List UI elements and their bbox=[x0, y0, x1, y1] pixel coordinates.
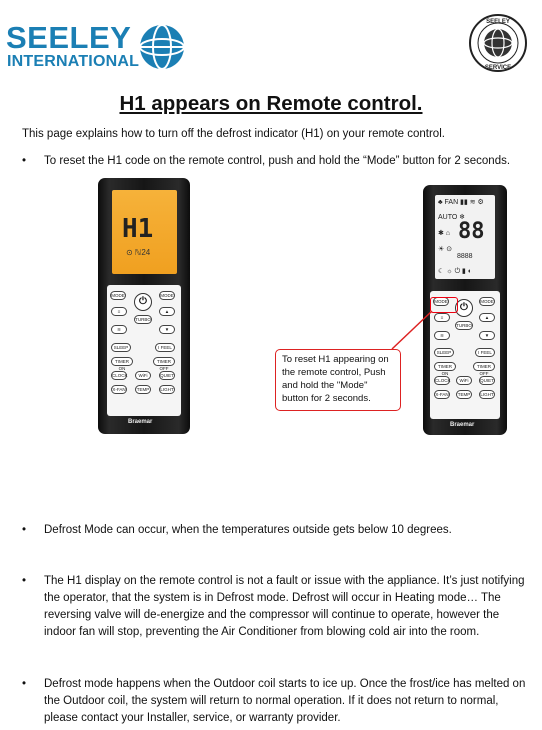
turbo-button[interactable]: TURBO bbox=[456, 323, 472, 328]
light-button[interactable]: LIGHT bbox=[480, 392, 494, 397]
display-segments: 88 bbox=[458, 219, 485, 244]
display-mode-icons: AUTO ❄ bbox=[438, 214, 466, 221]
display-bottom-icons: ☾ ☼ ⏻ ▮ ◐ bbox=[438, 268, 473, 275]
ifeel-button[interactable]: I FEEL bbox=[155, 343, 175, 352]
fan-button[interactable]: ≡ bbox=[111, 307, 127, 316]
light-button[interactable]: LIGHT bbox=[160, 387, 174, 392]
logo-brand-text: SEELEY bbox=[6, 20, 132, 55]
bullet-dot: • bbox=[22, 155, 27, 167]
callout-box: To reset H1 appearing on the remote control, Push and hold the "Mode" button for 2 seconds. bbox=[275, 349, 401, 411]
quiet-button[interactable]: QUIET bbox=[160, 373, 174, 378]
bullet-dot: • bbox=[22, 575, 27, 587]
bullet-dot: • bbox=[22, 524, 27, 536]
display-time: 8888 bbox=[457, 253, 473, 260]
svg-text:SERVICE: SERVICE bbox=[484, 65, 512, 71]
display-code: H1 bbox=[122, 214, 154, 244]
display-top-icons: ♣ FAN ▮▮ ≋ ⚙ bbox=[438, 199, 484, 206]
fan-button[interactable]: ≡ bbox=[434, 313, 450, 322]
power-button[interactable]: ⏻ bbox=[455, 299, 473, 317]
bullet-text: To reset the H1 code on the remote control, push and hold the “Mode” button for 2 seconds. bbox=[44, 155, 511, 167]
clock-button[interactable]: CLOCK bbox=[435, 378, 451, 383]
mode-button-2[interactable]: MODE bbox=[160, 293, 174, 298]
temp-button[interactable]: TEMP bbox=[136, 387, 150, 392]
up-arrow-button[interactable]: ▲ bbox=[479, 313, 495, 322]
display-mode-icons-2: ✱ ⌂ bbox=[438, 230, 451, 237]
bullet-text: Defrost mode happens when the Outdoor coil starts to ice up. Once the frost/ice has melted on the Outdoor coil, the system will return to normal operation. If it does not return to normal, please contact your Installer, service, or warranty provider. bbox=[44, 678, 526, 724]
down-arrow-button[interactable]: ▼ bbox=[479, 331, 495, 340]
logo-sub-text: INTERNATIONAL bbox=[7, 53, 140, 70]
mode-button[interactable]: MODE bbox=[434, 299, 448, 304]
sleep-button[interactable]: SLEEP bbox=[111, 343, 131, 352]
mode-button-2[interactable]: MODE bbox=[480, 299, 494, 304]
timer-on-button[interactable]: TIMER ON bbox=[111, 357, 133, 366]
power-button[interactable]: ⏻ bbox=[134, 293, 152, 311]
down-arrow-button[interactable]: ▼ bbox=[159, 325, 175, 334]
ifeel-button[interactable]: I FEEL bbox=[475, 348, 495, 357]
bullet-text: Defrost Mode can occur, when the temperatures outside gets below 10 degrees. bbox=[44, 524, 452, 536]
turbo-button[interactable]: TURBO bbox=[135, 317, 151, 322]
up-arrow-button[interactable]: ▲ bbox=[159, 307, 175, 316]
swing-button[interactable]: ≋ bbox=[434, 331, 450, 340]
remote-brand-label: Braemar bbox=[128, 419, 153, 425]
clock-button[interactable]: CLOCK bbox=[112, 373, 128, 378]
xfan-button[interactable]: X-FAN bbox=[112, 387, 126, 392]
intro-text: This page explains how to turn off the defrost indicator (H1) on your remote control. bbox=[22, 128, 445, 140]
quiet-button[interactable]: QUIET bbox=[480, 378, 494, 383]
timer-off-button[interactable]: TIMER OFF bbox=[153, 357, 175, 366]
swing-button[interactable]: ≋ bbox=[111, 325, 127, 334]
bullet-text: The H1 display on the remote control is not a fault or issue with the appliance. It’s just notifying the operator, that the system is in Defrost mode. Defrost will occur in Heating mode… The reversing valve will de-energize and the compressor will continue to operate, however the indoor fan will stop, preventing the Air Conditioner from blowing cold air into the room. bbox=[44, 575, 525, 638]
svg-text:SEELEY: SEELEY bbox=[486, 19, 510, 25]
sleep-button[interactable]: SLEEP bbox=[434, 348, 454, 357]
mode-button[interactable]: MODE bbox=[111, 293, 125, 298]
bullet-dot: • bbox=[22, 678, 27, 690]
display-small-icons: ⊙ ℕ24 bbox=[126, 248, 151, 257]
page-title: H1 appears on Remote control. bbox=[119, 92, 423, 115]
timer-off-button[interactable]: TIMER OFF bbox=[473, 362, 495, 371]
wifi-button[interactable]: WiFi bbox=[135, 371, 151, 380]
xfan-button[interactable]: X-FAN bbox=[435, 392, 449, 397]
wifi-button[interactable]: WiFi bbox=[456, 376, 472, 385]
display-mode-icons-3: ☀ ⊙ bbox=[438, 246, 453, 253]
temp-button[interactable]: TEMP bbox=[457, 392, 471, 397]
remote-brand-label: Braemar bbox=[450, 422, 475, 428]
timer-on-button[interactable]: TIMER ON bbox=[434, 362, 456, 371]
